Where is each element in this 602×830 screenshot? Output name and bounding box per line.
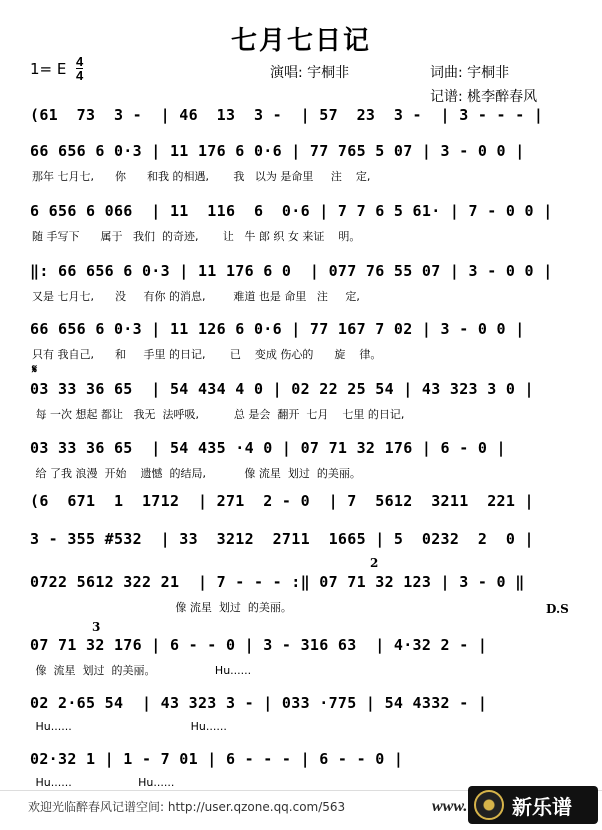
notation-line: 66 656 6 0·3 | 11 126 6 0·6 | 77 167 7 02 | 3 - 0 0 | <box>30 320 525 338</box>
site-logo <box>468 786 598 824</box>
notation-line: 66 656 6 0·3 | 11 176 6 0·6 | 77 765 5 07 | 3 - 0 0 | <box>30 142 525 160</box>
notation-line: 3 - 355 #532 | 33 3212 2711 1665 | 5 0232 2 0 | <box>30 530 534 548</box>
time-signature-bottom: 4 <box>76 68 84 83</box>
singer-credit: 演唱: 宇桐非 <box>270 65 350 81</box>
segno-mark: 𝄋 <box>32 362 38 376</box>
song-title: 七月七日记 <box>230 26 371 56</box>
notation-line: 03 33 36 65 | 54 434 4 0 | 02 22 25 54 | 43 323 3 0 | <box>30 380 534 398</box>
time-signature <box>76 55 83 82</box>
notation-line: 02 2·65 54 | 43 323 3 - | 033 ·775 | 54 4332 - | <box>30 694 488 712</box>
key-signature: 1= E <box>30 60 67 78</box>
lyric-line: 只有 我自己, 和 手里 的日记, 已 变成 伤心的 旋 律。 <box>32 348 382 361</box>
transcriber-credit: 记谱: 桃李醉春风 <box>430 89 538 105</box>
lyric-line: 像 流星 划过 的美丽。 <box>32 601 292 614</box>
lyric-line: Hu...... Hu...... <box>32 720 227 733</box>
record-disc-icon <box>474 790 504 820</box>
lyric-line: 又是 七月七, 没 有你 的消息, 难道 也是 命里 注 定, <box>32 290 360 303</box>
triplet-mark: 3 <box>92 620 101 634</box>
lyric-line: 随 手写下 属于 我们 的奇迹, 让 牛 郎 织 女 来证 明。 <box>32 230 361 243</box>
lyric-line: 那年 七月七, 你 和我 的相遇, 我 以为 是命里 注 定, <box>32 170 371 183</box>
notation-line: 07 71 32 176 | 6 - - 0 | 3 - 316 63 | 4·32 2 - | <box>30 636 488 654</box>
notation-line: (6 671 1 1712 | 271 2 - 0 | 7 5612 3211 221 | <box>30 492 534 510</box>
lyric-line: 像 流星 划过 的美丽。 Hu...... <box>32 664 252 677</box>
logo-brand-text: 新乐谱 <box>512 794 572 819</box>
lyric-line: Hu...... Hu...... <box>32 776 175 789</box>
notation-line: ‖: 66 656 6 0·3 | 11 176 6 0 | 077 76 55 07 | 3 - 0 0 | <box>30 262 553 280</box>
footer-credit: 欢迎光临醉春风记谱空间: http://user.qzone.qq.com/563 <box>28 800 346 814</box>
watermark-prefix: www. <box>432 798 468 815</box>
volta-2-mark: 2 <box>370 556 379 570</box>
lyricist-credit: 词曲: 宇桐非 <box>430 65 510 81</box>
lyric-line: 给 了我 浪漫 开始 遗憾 的结局, 像 流星 划过 的美丽。 <box>32 467 361 480</box>
notation-line: 03 33 36 65 | 54 435 ·4 0 | 07 71 32 176 | 6 - 0 | <box>30 439 506 457</box>
notation-line: 0722 5612 322 21 | 7 - - - :‖ 07 71 32 123 | 3 - 0 ‖ <box>30 573 525 591</box>
notation-line: 6 656 6 066 | 11 116 6 0·6 | 7 7 6 5 61· | 7 - 0 0 | <box>30 202 553 220</box>
notation-line: (61 73 3 - | 46 13 3 - | 57 23 3 - | 3 - - - | <box>30 106 544 124</box>
ds-mark: D.S <box>546 602 569 616</box>
time-signature-top: 4 <box>76 54 84 69</box>
lyric-line: 每 一次 想起 都让 我无 法呼吸, 总 是会 翻开 七月 七里 的日记, <box>32 408 405 421</box>
notation-line: 02·32 1 | 1 - 7 01 | 6 - - - | 6 - - 0 | <box>30 750 404 768</box>
